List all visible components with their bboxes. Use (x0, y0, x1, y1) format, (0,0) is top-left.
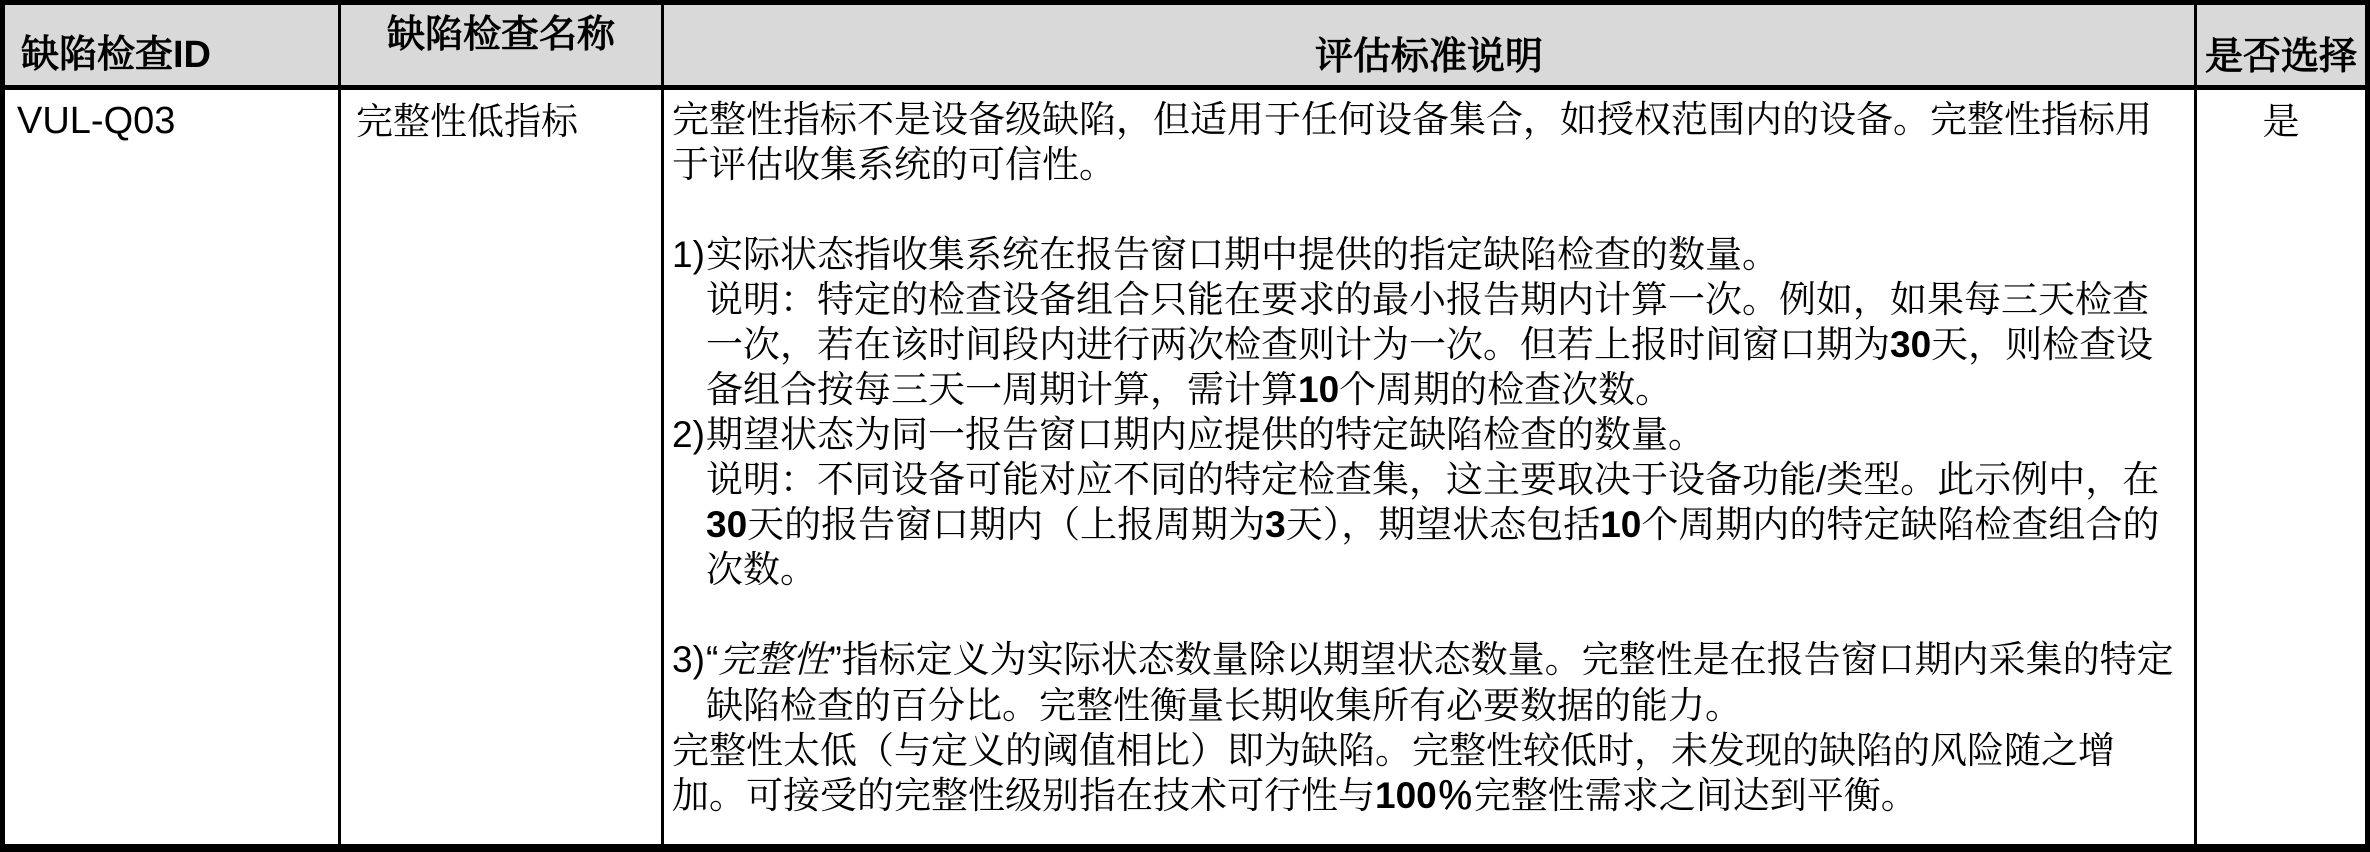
criteria-list-item-1 (672, 232, 2182, 412)
list-item-3-body (706, 637, 2182, 728)
criteria-list-item-3 (672, 637, 2182, 728)
list-item-2-body (706, 412, 2182, 592)
criteria-intro-paragraph: 完整性指标不是设备级缺陷，但适用于任何设备集合，如授权范围内的设备。完整性指标用于评估收集系统的可信性。 (672, 99, 2152, 185)
header-evaluation-criteria-label: 评估标准说明 (1314, 36, 1543, 78)
list-item-2-number: 2) (672, 414, 705, 455)
is-selected-value: 是 (2262, 101, 2300, 142)
cell-defect-check-id (5, 90, 341, 844)
header-defect-check-id (5, 5, 341, 85)
list-item-1-note: 说明：特定的检查设备组合只能在要求的最小报告期内计算一次。例如，如果每三天检查一次，若在该时间段内进行两次检查则计为一次。但若上报时间窗口期为30天，则检查设备组合按每三天一周期计算，需计算10个周期的检查次数。 (706, 279, 2154, 410)
header-defect-check-name (341, 5, 664, 85)
list-item-1-text: 实际状态指收集系统在报告窗口期中提供的指定缺陷检查的数量。 (706, 234, 1779, 275)
header-defect-check-id-label: 缺陷检查ID (21, 34, 212, 76)
header-defect-check-name-label: 缺陷检查名称 (386, 14, 615, 56)
table-header-row (5, 5, 2365, 90)
cell-defect-check-name (341, 90, 664, 844)
list-item-3-number: 3) (672, 639, 705, 680)
list-item-2-text: 期望状态为同一报告窗口期内应提供的特定缺陷检查的数量。 (706, 414, 1705, 455)
integrity-term-italic: 完整性 (718, 640, 830, 681)
cell-is-selected (2197, 90, 2365, 844)
table-row (5, 90, 2365, 844)
header-evaluation-criteria (664, 5, 2197, 85)
open-quote: “ (706, 639, 719, 680)
criteria-closing-paragraph: 完整性太低（与定义的阈值相比）即为缺陷。完整性较低时，未发现的缺陷的风险随之增加。可接受的完整性级别指在技术可行性与100％完整性需求之间达到平衡。 (672, 730, 2115, 816)
header-is-selected-label: 是否选择 (2204, 36, 2357, 78)
defect-check-name-value: 完整性低指标 (356, 101, 578, 142)
cell-evaluation-criteria (664, 90, 2197, 844)
defect-check-id-value: VUL-Q03 (17, 100, 176, 142)
list-item-2-note: 说明：不同设备可能对应不同的特定检查集，这主要取决于设备功能/类型。此示例中，在30天的报告窗口期内（上报周期为3天），期望状态包括10个周期内的特定缺陷检查组合的次数。 (706, 459, 2160, 590)
list-item-1-number: 1) (672, 234, 705, 275)
list-item-3-rest: ”指标定义为实际状态数量除以期望状态数量。完整性是在报告窗口期内采集的特定缺陷检查的百分比。完整性衡量长期收集所有必要数据的能力。 (706, 639, 2174, 726)
list-item-3-text (706, 637, 2182, 728)
criteria-list-item-2 (672, 412, 2182, 592)
list-item-1-body (706, 232, 2182, 412)
header-is-selected (2197, 5, 2365, 85)
